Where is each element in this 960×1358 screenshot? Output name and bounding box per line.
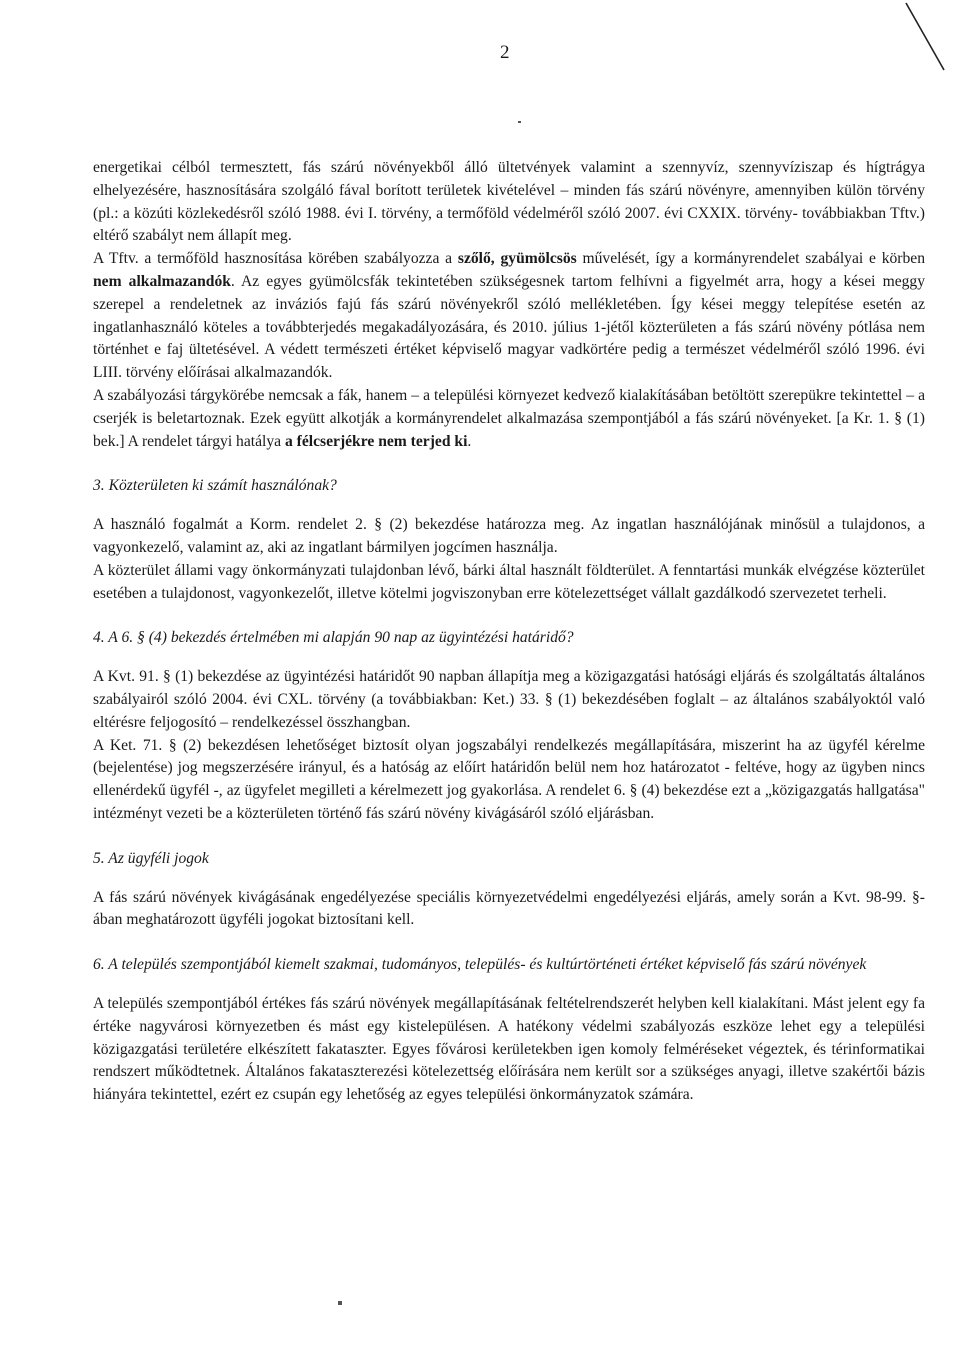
intro-paragraph-3	[93, 385, 925, 453]
text-run: . Az egyes gyümölcsfák tekintetében szükségesnek tartom felhívni a figyelmét arra, hogy a kései meggy szerepel a rendeletnek az inváziós fajú fás szárú növényekről szóló mellékletében. Így kései meggy telepítése esetén az ingatlanhasználó köteles a továbbterjedés megakadályozására, és 2010. július 1-jétől közterületen a fás szárú növény pótlása nem történhet e faj ültetésével. A védett természeti értéket képviselő magyar vadkörtére pedig a természet védelméről szóló 1996. évi LIII. törvény előírásai alkalmazandók.	[93, 272, 926, 382]
page-number: 2	[500, 42, 510, 63]
bold-text: szőlő, gyümölcsös	[457, 250, 577, 268]
bold-text: a félcserjékre nem terjed ki	[284, 432, 468, 450]
bold-text: nem alkalmazandók	[93, 272, 231, 290]
section-3-heading: 3. Közterületen ki számít használónak?	[93, 477, 337, 495]
scan-speck	[338, 1301, 342, 1305]
section-3-paragraph-2: A közterület állami vagy önkormányzati tulajdonban lévő, bárki által használt földterület. A fenntartási munkák elvégzése közterület esetében a tulajdonost, vagyonkezelőt, illetve kötelmi jogviszonyban erre kötelezettséget vállalt gazdálkodó szervezetet terheli.	[93, 561, 925, 602]
section-4-heading: 4. A 6. § (4) bekezdés értelmében mi alapján 90 nap az ügyintézési határidő?	[93, 629, 574, 647]
document-body	[93, 157, 925, 1107]
text-run: A Tftv. a termőföld hasznosítása körében szabályozza a	[93, 250, 458, 268]
text-run: művelését, így a kormányrendelet szabályai e körben	[576, 250, 926, 268]
scan-speck	[518, 121, 521, 123]
scan-corner-mark	[0, 0, 960, 80]
section-5-heading: 5. Az ügyféli jogok	[93, 849, 209, 867]
intro-paragraph-2	[93, 248, 925, 385]
text-run: .	[467, 432, 472, 450]
section-3-paragraph-1: A használó fogalmát a Korm. rendelet 2. § (2) bekezdése határozza meg. Az ingatlan használójának minősül a tulajdonos, a vagyonkezelő, valamint az, aki az ingatlant bármilyen jogcímen használja.	[93, 516, 925, 556]
text-run: A szabályozási tárgykörébe nemcsak a fák, hanem – a települési környezet kedvező kialakításában betöltött szerepükre tekintettel – a cserjék is beletartoznak. Ezek együtt alkotják a kormányrendelet alkalmazása szempontjából a fás szárú növényeket. [a Kr. 1. § (1) bek.] A rendelet tárgyi hatálya	[93, 386, 925, 450]
section-4-paragraph-1: A Kvt. 91. § (1) bekezdése az ügyintézési határidőt 90 napban állapítja meg a közigazgatási hatósági eljárás és szolgáltatás általános szabályairól szóló 2004. évi CXL. törvény (a továbbiakban: Ket.) 33. § (1) bekezdésében foglalt – az általános szabályoktól való eltérésre feljogosító – rendelkezéssel összhangban.	[93, 668, 925, 731]
section-4-paragraph-2: A Ket. 71. § (2) bekezdésen lehetőséget biztosít olyan jogszabályi rendelkezés megállapítására, miszerint ha az ügyfél kérelme (bejelentése) jog megszerzésére irányul, és a hatóság az előírt határidőn belül nem hoz határozatot - feltéve, hogy az ügyben nincs ellenérdekű ügyfél -, az ügyfelet megilleti a kérelmezett jog gyakorlása. A rendelet 6. § (4) bekezdése ezt a „közigazgatás hallgatása" intézményt vezeti be a közterületen történő fás szárú növény kivágásáról szóló eljárásban.	[93, 736, 925, 822]
intro-paragraph-1: energetikai célból termesztett, fás szárú növényekből álló ültetvények valamint a szennyvíz, szennyvíziszap és hígtrágya elhelyezésére, hasznosítására szolgáló fával borított területek kivételével – minden fás szárú növényre, amennyiben külön törvény (pl.: a közúti közlekedésről szóló 1988. évi I. törvény, a termőföld védelméről szóló 2007. évi CXXIX. törvény- továbbiakban Tftv.) eltérő szabályt nem állapít meg.	[93, 159, 925, 245]
section-5-paragraph-1: A fás szárú növények kivágásának engedélyezése speciális környezetvédelmi engedélyezési eljárás, amely során a Kvt. 98-99. §-ában meghatározott ügyféli jogokat biztosítani kell.	[93, 888, 925, 929]
section-6-heading: 6. A település szempontjából kiemelt szakmai, tudományos, település- és kultúrtörténeti értéket képviselő fás szárú növények	[93, 956, 867, 974]
section-6-paragraph-1: A település szempontjából értékes fás szárú növények megállapításának feltételrendszerét helyben kell kialakítani. Mást jelent egy fa értéke nagyvárosi környezetben és mást egy kistelepülésen. A hatékony védelmi szabályozás eszköze lehet egy a települési közigazgatási területére elkészített fakataszter. Egyes fővárosi kerületekben igen komoly felméréseket végeztek, és térinformatikai rendszert működtetnek. Általános fakataszterezési kötelezettség előírására nem került sor a szükséges anyagi, illetve szakértői bázis hiányára tekintettel, ezért ez csupán egy lehetőség az egyes települési önkormányzatok számára.	[93, 994, 925, 1104]
